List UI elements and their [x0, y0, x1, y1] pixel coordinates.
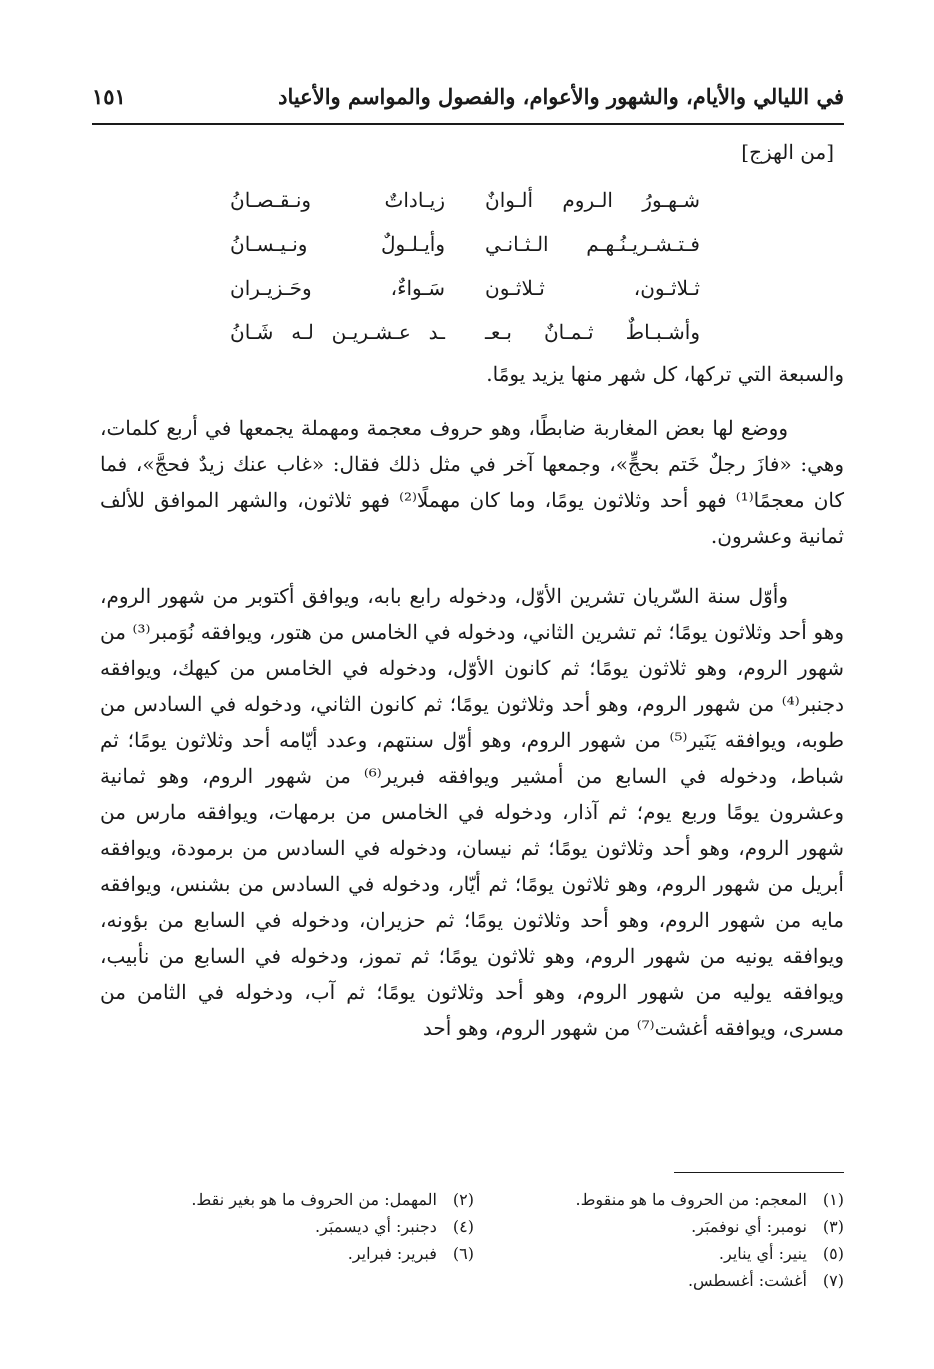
- page-number: ١٥١: [92, 84, 126, 109]
- verse-second-hemistich: ـد عـشـريـن لـه شَـانُ: [230, 320, 445, 344]
- poem-verse: [215, 188, 700, 232]
- footnote: [484, 1186, 844, 1213]
- running-header: [92, 84, 844, 122]
- footnote-text: ينير: أي يناير.: [718, 1244, 807, 1263]
- poem-verse: [215, 232, 700, 276]
- footnote: [484, 1213, 844, 1240]
- footnote-divider: [674, 1172, 844, 1173]
- verse-second-hemistich: وأيـلـولٌ ونـيـسـانُ: [230, 232, 445, 256]
- footnote-text: المهمل: من الحروف ما هو بغير نقط.: [191, 1190, 437, 1209]
- footnote: [114, 1213, 474, 1240]
- header-divider: [92, 123, 844, 125]
- poem-verse: [215, 276, 700, 320]
- verse-first-hemistich: وأشـبـاطٌ ثـمـانٌ بـعـ: [485, 320, 700, 344]
- footnote-text: فبرير: فبراير.: [347, 1244, 437, 1263]
- verse-first-hemistich: ثـلاثـون، ثـلاثـون: [485, 276, 700, 300]
- footnote: [114, 1240, 474, 1267]
- footnote-number: (١): [822, 1190, 844, 1209]
- footnote-text: نومبر: أي نوفمبَر.: [691, 1217, 807, 1236]
- verse-first-hemistich: شـهـورُ الـروم ألـوانٌ: [485, 188, 700, 212]
- verse-second-hemistich: سَـواءٌ، وحَـزيـران: [230, 276, 445, 300]
- footnote-number: (٧): [822, 1271, 844, 1290]
- body-text: [100, 356, 844, 392]
- footnote: [484, 1267, 844, 1294]
- footnotes-right-column: [484, 1186, 844, 1294]
- body-text: [100, 578, 844, 1046]
- paragraph: وأوّل سنة السّريان تشرين الأوّل، ودخوله رابع بابه، ويوافق أكتوبر من شهور الروم، وهو أحد وثلاثون يومًا؛ ثم تشرين الثاني، ودخوله في الخامس من هتور، ويوافقه نُوَمبر⁽³⁾ من شهور الروم، وهو ثلاثون يومًا؛ ثم كانون الأوّل، ودخوله في الخامس من كيهك، ويوافقه دجنبر⁽⁴⁾ من شهور الروم، وهو أحد وثلاثون يومًا؛ ثم كانون الثاني، ودخوله في السادس من طوبه، ويوافقه يَنَير⁽⁵⁾ من شهور الروم، وهو أوّل سنتهم، وعدد أيّامه أحد وثلاثون يومًا؛ ثم شباط، ودخوله في السابع من أمشير ويوافقه فبرير⁽⁶⁾ من شهور الروم، وهو ثمانية وعشرون يومًا وربع يوم؛ ثم آذار، ودخوله في الخامس من برمهات، ويوافقه مارس من شهور الروم، وهو أحد وثلاثون يومًا؛ ثم نيسان، ودخوله في السادس من برمودة، ويوافقه أبريل من شهور الروم، وهو ثلاثون يومًا؛ ثم أيّار، ودخوله في السادس من بشنس، ويوافقه مايه من شهور الروم، وهو أحد وثلاثون يومًا؛ ثم حزيران، ودخوله في السابع من بؤونه، ويوافقه يونيه من شهور الروم، وهو ثلاثون يومًا؛ ثم تموز، ودخوله في السابع من نأبيب، ويوافقه يوليه من شهور الروم، وهو أحد وثلاثون يومًا؛ ثم آب، ودخوله في الثامن من مسرى، ويوافقه أغشت⁽⁷⁾ من شهور الروم، وهو أحد: [100, 584, 844, 1040]
- footnote-text: المعجم: من الحروف ما هو منقوط.: [575, 1190, 807, 1209]
- footnote-text: دجنبر: أي ديسمبَر.: [315, 1217, 437, 1236]
- footnote: [114, 1186, 474, 1213]
- footnote-number: (٦): [452, 1244, 474, 1263]
- footnote-number: (٤): [452, 1217, 474, 1236]
- footnote-number: (٣): [822, 1217, 844, 1236]
- footnote-text: أغشت: أغسطس.: [687, 1271, 807, 1290]
- footnote: [484, 1240, 844, 1267]
- poem-meter-label: [من الهزج]: [741, 140, 834, 164]
- verse-second-hemistich: زيـاداتٌ ونـقـصـانُ: [230, 188, 445, 212]
- footnotes-left-column: [114, 1186, 474, 1267]
- footnote-number: (٢): [452, 1190, 474, 1209]
- body-text: [100, 410, 844, 554]
- paragraph: ووضع لها بعض المغاربة ضابطًا، وهو حروف معجمة ومهملة يجمعها في أربع كلمات، وهي: «فازَ رجلٌ خَتم بحجٍّ»، وجمعها آخر في مثل ذلك فقال: «غاب عنك زيدٌ فحجَّ»، فما كان معجمًا⁽¹⁾ فهو أحد وثلاثون يومًا، وما كان مهملًا⁽²⁾ فهو ثلاثون، والشهر الموافق للألف ثمانية وعشرون.: [100, 416, 844, 548]
- paragraph: والسبعة التي تركها، كل شهر منها يزيد يومًا.: [486, 362, 844, 386]
- verse-first-hemistich: فـتـشـريـنُـهـم الـثـانـي: [485, 232, 700, 256]
- footnote-number: (٥): [822, 1244, 844, 1263]
- poem: [215, 188, 700, 364]
- running-title: في الليالي والأيام، والشهور والأعوام، والفصول والمواسم والأعياد: [278, 84, 844, 109]
